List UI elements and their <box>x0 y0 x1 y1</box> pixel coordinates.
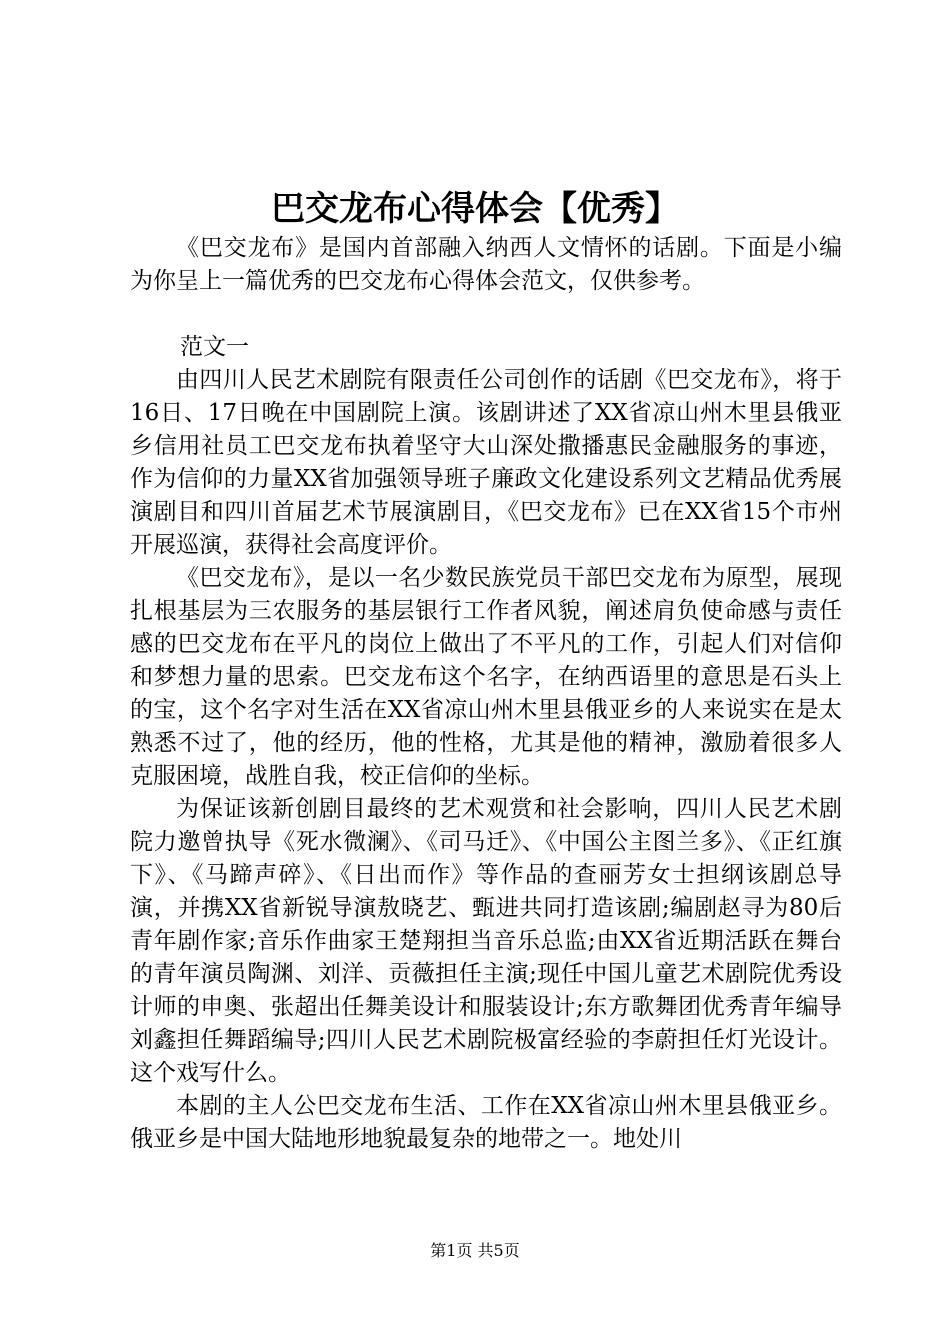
page-title: 巴交龙布心得体会【优秀】 <box>271 189 679 229</box>
section-heading: 范文一 <box>180 334 249 360</box>
body-paragraph-2: 《巴交龙布》，是以一名少数民族党员干部巴交龙布为原型，展现扎根基层为三农服务的基层银行工作者风貌，阐述肩负使命感与责任感的巴交龙布在平凡的岗位上做出了不平凡的工作，引起人们对信仰和梦想力量的思索。巴交龙布这个名字，在纳西语里的意思是石头上的宝，这个名字对生活在XX省凉山州木里县俄亚乡的人来说实在是太熟悉不过了，他的经历，他的性格，尤其是他的精神，激励着很多人克服困境，战胜自我，校正信仰的坐标。 <box>130 565 842 789</box>
page-number: 第1页 共5页 <box>430 1241 520 1260</box>
body-paragraph-1: 由四川人民艺术剧院有限责任公司创作的话剧《巴交龙布》，将于16日、17日晚在中国剧院上演。该剧讲述了XX省凉山州木里县俄亚乡信用社员工巴交龙布执着坚守大山深处撒播惠民金融服务的事迹，作为信仰的力量XX省加强领导班子廉政文化建设系列文艺精品优秀展演剧目和四川首届艺术节展演剧目，《巴交龙布》已在XX省15个市州开展巡演，获得社会高度评价。 <box>130 367 842 558</box>
body-paragraph-4: 本剧的主人公巴交龙布生活、工作在XX省凉山州木里县俄亚乡。俄亚乡是中国大陆地形地貌最复杂的地带之一。地处川 <box>130 1093 842 1152</box>
body-paragraph-3: 为保证该新创剧目最终的艺术观赏和社会影响，四川人民艺术剧院力邀曾执导《死水微澜》、《司马迁》、《中国公主图兰多》、《正红旗下》、《马蹄声碎》、《日出而作》等作品的查丽芳女士担纲该剧总导演，并携XX省新锐导演敖晓艺、甄进共同打造该剧;编剧赵寻为80后青年剧作家;音乐作曲家王楚翔担当音乐总监;由XX省近期活跃在舞台的青年演员陶渊、刘洋、贡薇担任主演;现任中国儿童艺术剧院优秀设计师的申奥、张超出任舞美设计和服装设计;东方歌舞团优秀青年编导刘鑫担任舞蹈编导;四川人民艺术剧院极富经验的李蔚担任灯光设计。这个戏写什么。 <box>130 796 842 1086</box>
intro-paragraph: 《巴交龙布》是国内首部融入纳西人文情怀的话剧。下面是小编为你呈上一篇优秀的巴交龙布心得体会范文，仅供参考。 <box>130 235 842 294</box>
document-body <box>130 232 842 1156</box>
